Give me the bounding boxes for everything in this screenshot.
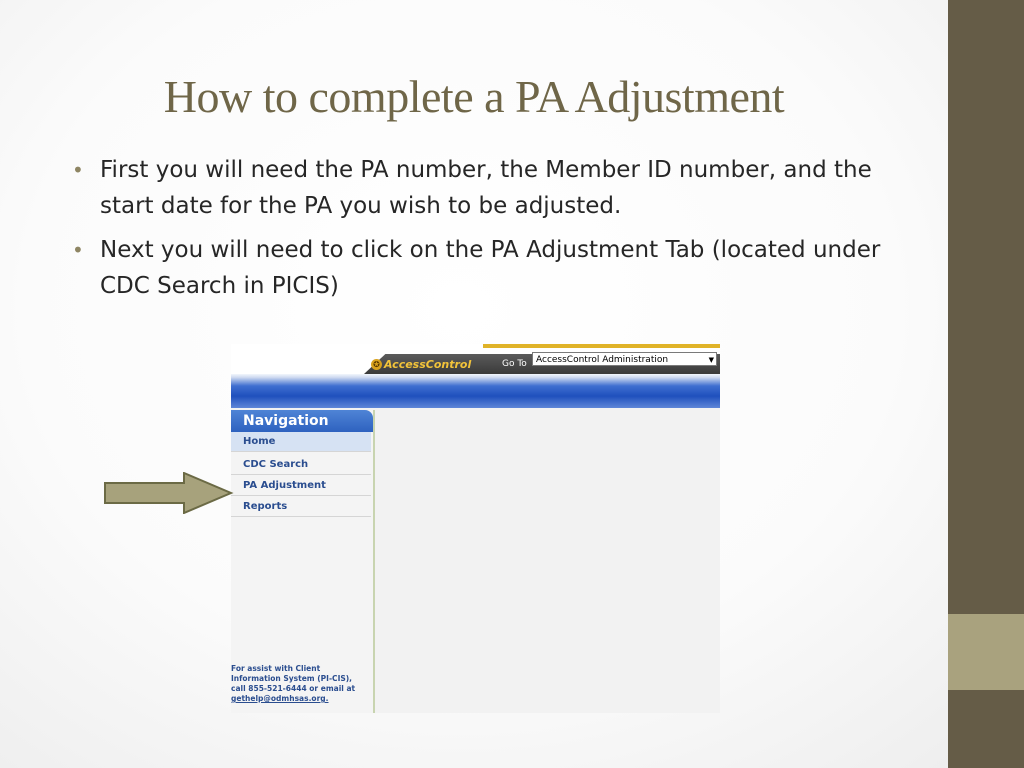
bullet-list: [72, 152, 892, 312]
gold-stripe: [483, 344, 720, 348]
bullet-text: Next you will need to click on the PA Adjustment Tab (located under CDC Search in PICIS): [100, 237, 881, 299]
assist-line: For assist with Client: [231, 664, 321, 673]
goto-select-value: AccessControl Administration: [536, 355, 669, 365]
access-control-logo[interactable]: [371, 357, 471, 372]
assist-line: Information System (PI-CIS),: [231, 674, 353, 683]
side-accent: [948, 614, 1024, 690]
goto-select[interactable]: [532, 352, 717, 366]
assist-note: [231, 664, 373, 704]
nav-item-pa-adjustment[interactable]: PA Adjustment: [231, 476, 371, 496]
chevron-down-icon: ▼: [708, 356, 714, 364]
blue-banner: [231, 374, 720, 408]
navigation-header: Navigation: [231, 410, 373, 432]
right-arrow-icon: [104, 472, 234, 514]
access-control-logo-icon: ✪: [371, 359, 382, 370]
app-screenshot: [231, 344, 720, 713]
slide-title: How to complete a PA Adjustment: [163, 71, 785, 122]
assist-line: call 855-521-6444 or email at: [231, 684, 356, 693]
bullet-dot: •: [72, 238, 84, 262]
nav-item-reports[interactable]: Reports: [231, 497, 371, 517]
access-control-logo-text: AccessControl: [384, 358, 472, 371]
nav-item-home[interactable]: Home: [231, 432, 371, 452]
bullet-item: [72, 152, 892, 224]
bullet-text: First you will need the PA number, the Member ID number, and the start date for the PA you wish to be adjusted.: [100, 157, 872, 219]
bullet-dot: •: [72, 158, 84, 182]
goto-label: Go To: [502, 359, 527, 369]
nav-item-cdc-search[interactable]: CDC Search: [231, 455, 371, 475]
navigation-panel: [231, 410, 375, 713]
bullet-item: [72, 232, 892, 304]
assist-email-link[interactable]: gethelp@odmhsas.org.: [231, 694, 329, 703]
